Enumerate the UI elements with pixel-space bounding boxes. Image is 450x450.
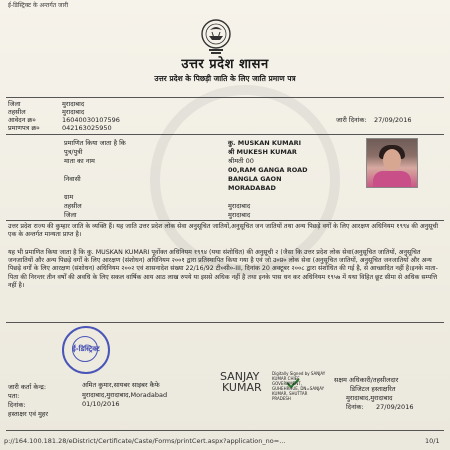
divider — [6, 220, 444, 221]
relation-value: श्री MUKESH KUMAR — [228, 148, 297, 156]
signer-name-2: KUMAR — [222, 381, 262, 394]
footer-date-label: दिनांक: — [8, 401, 26, 409]
officer-date-value: 27/09/2016 — [376, 403, 414, 411]
person-district-label: जिला — [64, 211, 77, 219]
page-subtitle: उत्तर प्रदेश के पिछड़ी जाति के लिए जाति प्रमाण पत्र — [154, 74, 296, 83]
relation-label: पुत्र/पुत्री — [64, 148, 83, 156]
address-line-1: 00,RAM GANGA ROAD — [228, 166, 308, 174]
issuer-label: जारी कर्ता केन्द्र: — [8, 383, 47, 391]
certificate-number-value: 042163025950 — [62, 124, 112, 132]
seal-text: ई-डिस्ट्रिक्ट — [72, 345, 100, 353]
mother-label: माता का नाम — [64, 157, 95, 165]
officer-place: मुरादाबाद,मुरादाबाद — [346, 394, 393, 402]
person-tehsil-value: मुरादाबाद — [228, 202, 251, 210]
resident-label: निवासी — [64, 175, 81, 183]
application-label: आवेदन क्र० — [8, 116, 36, 124]
sign-seal-label: हस्ताक्षर एवं मुहर — [8, 410, 49, 418]
certificate-number-label: प्रमाणपत्र क्र० — [8, 124, 40, 132]
tehsil-value: मुरादाबाद — [62, 108, 85, 116]
header-note: ई-डिस्ट्रिक्ट के अन्तर्गत जारी — [8, 2, 69, 9]
page-title: उत्तर प्रदेश शासन — [181, 57, 269, 72]
page-number: 10/1 — [425, 437, 440, 445]
state-emblem-icon — [200, 18, 232, 58]
divider — [6, 430, 444, 431]
issue-date-value: 27/09/2016 — [374, 116, 412, 124]
divider — [6, 97, 444, 98]
digital-signature-text: Digitally Signed by SANJAY KUMAR CHIEF GOVERNMENT, GUHEHRHUE, DN=SANJAY KUMAR, SHUTTAR PRADESH — [272, 371, 326, 401]
application-value: 16040030107596 — [62, 116, 120, 124]
district-value: मुरादाबाद — [62, 100, 85, 108]
tehsil-label: तहसील — [8, 108, 26, 116]
address-line-3: MORADABAD — [228, 184, 276, 192]
caste-statement: उत्तर प्रदेश राज्य की कुम्हार जाति के व्यक्ति हैं। यह जाति उत्तर प्रदेश लोक सेवा अनुसूचित जातियों,अनुसूचित जन जातियों तथा अन्य पिछड़े वर्गों के लिए आरक्षण अधिनियम १९९४ की अनुसूची एक के अन्तर्गत मान्यता प्राप्त है। — [8, 223, 439, 239]
divider — [6, 134, 444, 135]
issuer-value: अमित कुमार,सायबर साइबर कैफे — [82, 381, 160, 389]
address-label: पता: — [8, 392, 20, 400]
officer-title: सक्षम अधिकारी/तहसीलदार — [334, 376, 399, 384]
officer-date-label: दिनांक: — [346, 403, 364, 411]
official-seal — [62, 326, 110, 374]
village-label: ग्राम — [64, 193, 74, 201]
applicant-photo — [366, 138, 418, 188]
footer-date-value: 01/10/2016 — [82, 400, 120, 408]
district-label: जिला — [8, 100, 21, 108]
name-value: कु. MUSKAN KUMARI — [228, 139, 302, 147]
person-district-value: मुरादाबाद — [228, 211, 251, 219]
address-line-2: BANGLA GAON — [228, 175, 282, 183]
divider — [6, 322, 444, 323]
issue-date-label: जारी दिनांक: — [336, 116, 367, 124]
issuer-address: मुरादाबाद,मुरादाबाद,Moradabad — [82, 391, 168, 399]
print-url: p://164.100.181.28/eDistrict/Certificate/Caste/Forms/printCert.aspx?application_no=... — [4, 437, 286, 445]
mother-value: श्रीमती 00 — [228, 157, 254, 165]
exclusion-statement: यह भी प्रमाणित किया जाता है कि कु. MUSKAN KUMARI पूर्वोक्त अधिनियम १९९४ (यथा संशोधित) की अनुसूची २ (जैसा कि उत्तर प्रदेश लोक सेवा(अनुसूचित जातियों, अनुसूचित जनजातियों और अन्य पिछड़े वर्गों के लिए आरक्षण (संशोधन) अधिनियम २००१ द्वारा प्रतिस्थापित किया गया है एवं जो उ०प्र० लोक सेवा (अनुसूचित जातियों, अनुसूचित जनजातियों और अन्य पिछड़े वर्गों के लिए आरक्षण (संशोधन) अधिनियम २००२ एवं शासनादेश संख्या 22/16/92 टी०सी०-III, दिनांक 20 अक्टूबर २००८ द्वारा संशोधित की गई है, से आच्छादित नहीं है।इनके माता-पिता की निरन्तर तीन वर्षों की अवधि के लिए सकल वार्षिक आय आठ लाख रुपये या इससे अधिक नहीं है तथा इनके पास धन कर अधिनियम १९५७ में यथा विहित छूट सीमा से अधिक सम्पत्ति नहीं है। — [8, 249, 438, 289]
certified-label: प्रमाणित किया जाता है कि — [64, 139, 126, 147]
person-tehsil-label: तहसील — [64, 202, 82, 210]
officer-subtitle: डिजिटल हस्ताक्षरित — [350, 385, 396, 393]
signer-name-1: SANJAY — [220, 370, 260, 383]
